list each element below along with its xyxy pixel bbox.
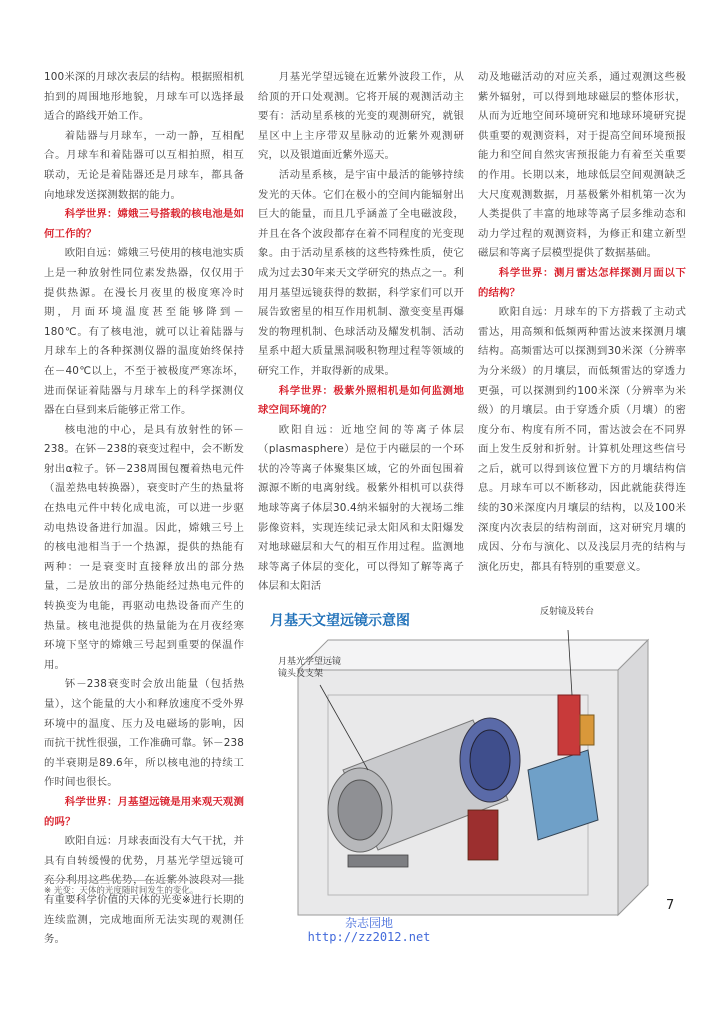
watermark-url: http://zz2012.net <box>307 930 431 944</box>
section-heading: 科学世界：极紫外照相机是如何监测地球空间环境的？ <box>258 384 464 417</box>
page-number: 7 <box>666 898 675 913</box>
figure-title: 月基天文望远镜示意图 <box>270 613 410 629</box>
telescope-figure <box>258 600 686 930</box>
section-heading: 科学世界：测月雷达怎样探测月面以下的结构？ <box>478 266 686 299</box>
telescope-illustration <box>258 600 686 930</box>
footnote: ※ 光变：天体的光度随时间发生的变化。 <box>44 880 244 896</box>
section-heading: 科学世界：嫦娥三号搭载的核电池是如何工作的？ <box>44 208 244 240</box>
mirror-label: 反射镜及转台 <box>540 607 595 617</box>
paragraph: 100米深的月球次表层的结构。根据照相机拍到的周围地形地貌，月球车可以选择最适合的路线开始工作。 <box>44 71 244 123</box>
paragraph: 欧阳自远：近地空间的等离子体层（plasmasphere）是位于内磁层的一个环状的冷等离子体聚集区域，它的外面包围着源源不断的电离射线。极紫外相机可以获得地球等离子体层30.4纳米辐射的大视场二维影像资料，实现连续记录太阳风和太阳爆发对地球磁层和大气的相互作用过程。监测地球等离子体层的变化，可以得知了解等离子体层和太阳活 <box>258 423 464 593</box>
section-heading: 科学世界：月基望远镜是用来观天观测的吗？ <box>44 795 244 828</box>
paragraph: 钚－238衰变时会放出能量（包括热量），这个能量的大小和释放速度不受外界环境中的温度、压力及电磁场的影响，因而抗干扰性很强，工作准确可靠。钚－238的半衰期是89.6年，所以核电池的持续工作时间也很长。 <box>44 678 244 789</box>
paragraph: 欧阳自远：嫦娥三号使用的核电池实质上是一种放射性同位素发热器，仅仅用于提供热源。在漫长月夜里的极度寒冷时期，月面环境温度甚至能够降到－180℃。有了核电池，就可以让着陆器与月球车上的各种探测仪器的温度始终保持在－40℃以上，不至于被极度严寒冻坏，进而保证着陆器与月球车上的科学探测仪器在白昼到来后能够正常工作。 <box>44 247 244 417</box>
column-3 <box>478 68 686 577</box>
paragraph: 动及地磁活动的对应关系，通过观测这些极紫外辐射，可以得到地球磁层的整体形状，从而为近地空间环境研究和地球环境研究提供重要的观测资料，对于提高空间环境预报能力和空间自然灾害预报能力有着至关重要的作用。长期以来，地球低层空间观测缺乏大尺度观测数据，月基极紫外相机第一次为人类提供了丰富的地球等离子层多维动态和动力学过程的观测资料，为修正和建立新型磁层和等离子层模型提供了数据基础。 <box>478 71 686 260</box>
support-label: 月基光学望远镜 镜头及支架 <box>278 657 342 679</box>
paragraph: 欧阳自远：月球车的下方搭载了主动式雷达，用高频和低频两种雷达波来探测月壤结构。高频雷达可以探测到30米深（分辨率为分米级）的月壤层，而低频雷达的穿透力更强，可以探测到约100米深（分辨率为米级）的月壤层。由于穿透介质（月壤）的密度分布、构度有所不同，雷达波会在不同界面上发生反射和折射。计算机处理这些信号之后，就可以得到该位置下方的月壤结构信息。月球车可以不断移动，因此就能获得连续的30米深度内月壤层的结构，以及100米深度内次表层的结构剖面，这对研究月壤的成因、分布与演化、以及浅层月壳的结构与演化历史，都具有特别的重要意义。 <box>478 306 686 573</box>
watermark-title: 杂志园地 <box>344 916 393 930</box>
watermark <box>294 916 444 944</box>
paragraph: 欧阳自远：月球表面没有大气干扰，并具有自转缓慢的优势，月基光学望远镜可充分利用这些优势，在近紫外波段对一批有重要科学价值的天体的光变※进行长期的连续监测，完成地面所无法实现的观测任务。 <box>44 835 244 946</box>
paragraph: 核电池的中心，是具有放射性的钚－238。在钚－238的衰变过程中，会不断发射出α粒子。钚－238周围包覆着热电元件（温差热电转换器），衰变时产生的热量将在热电元件中转化成电流，可以进一步驱动电热设备进行加温。因此，嫦娥三号上的核电池相当于一个热源，提供的热能有两种：一是衰变时直接释放出的部分热量，二是放出的部分热能经过热电元件的转换变为电能，再驱动电热设备而产生的热量。核电池提供的热量能为在月夜经寒环境下坚守的嫦娥三号起到重要的保温作用。 <box>44 423 244 671</box>
paragraph: 月基光学望远镜在近紫外波段工作，从给顶的开口处观测。它将开展的观测活动主要有：活动星系核的光变的观测研究，就银星区中上主序带双星脉动的近紫外观测研究，以及银道面近紫外巡天。 <box>258 71 464 162</box>
paragraph: 活动星系核，是宇宙中最活的能够持续发光的天体。它们在极小的空间内能辐射出巨大的能量，而且几乎涵盖了全电磁波段，并且在各个波段都存在着不同程度的光变现象。由于活动星系核的这些特殊性质，使它成为过去30年来天文学研究的热点之一。利用月基望远镜获得的数据，科学家们可以开展告致密星的相互作用机制、激变变星再爆发的物理机制、色球活动及耀发机制、活动星系中超大质量黑洞吸积物理过程等领域的研究工作，并取得新的成果。 <box>258 168 464 377</box>
column-2 <box>258 68 464 597</box>
column-1 <box>44 68 244 950</box>
paragraph: 着陆器与月球车，一动一静，互相配合。月球车和着陆器可以互相拍照，相互联动，无论是着陆器还是月球车，都具备向地球发送探测数据的能力。 <box>44 129 244 201</box>
